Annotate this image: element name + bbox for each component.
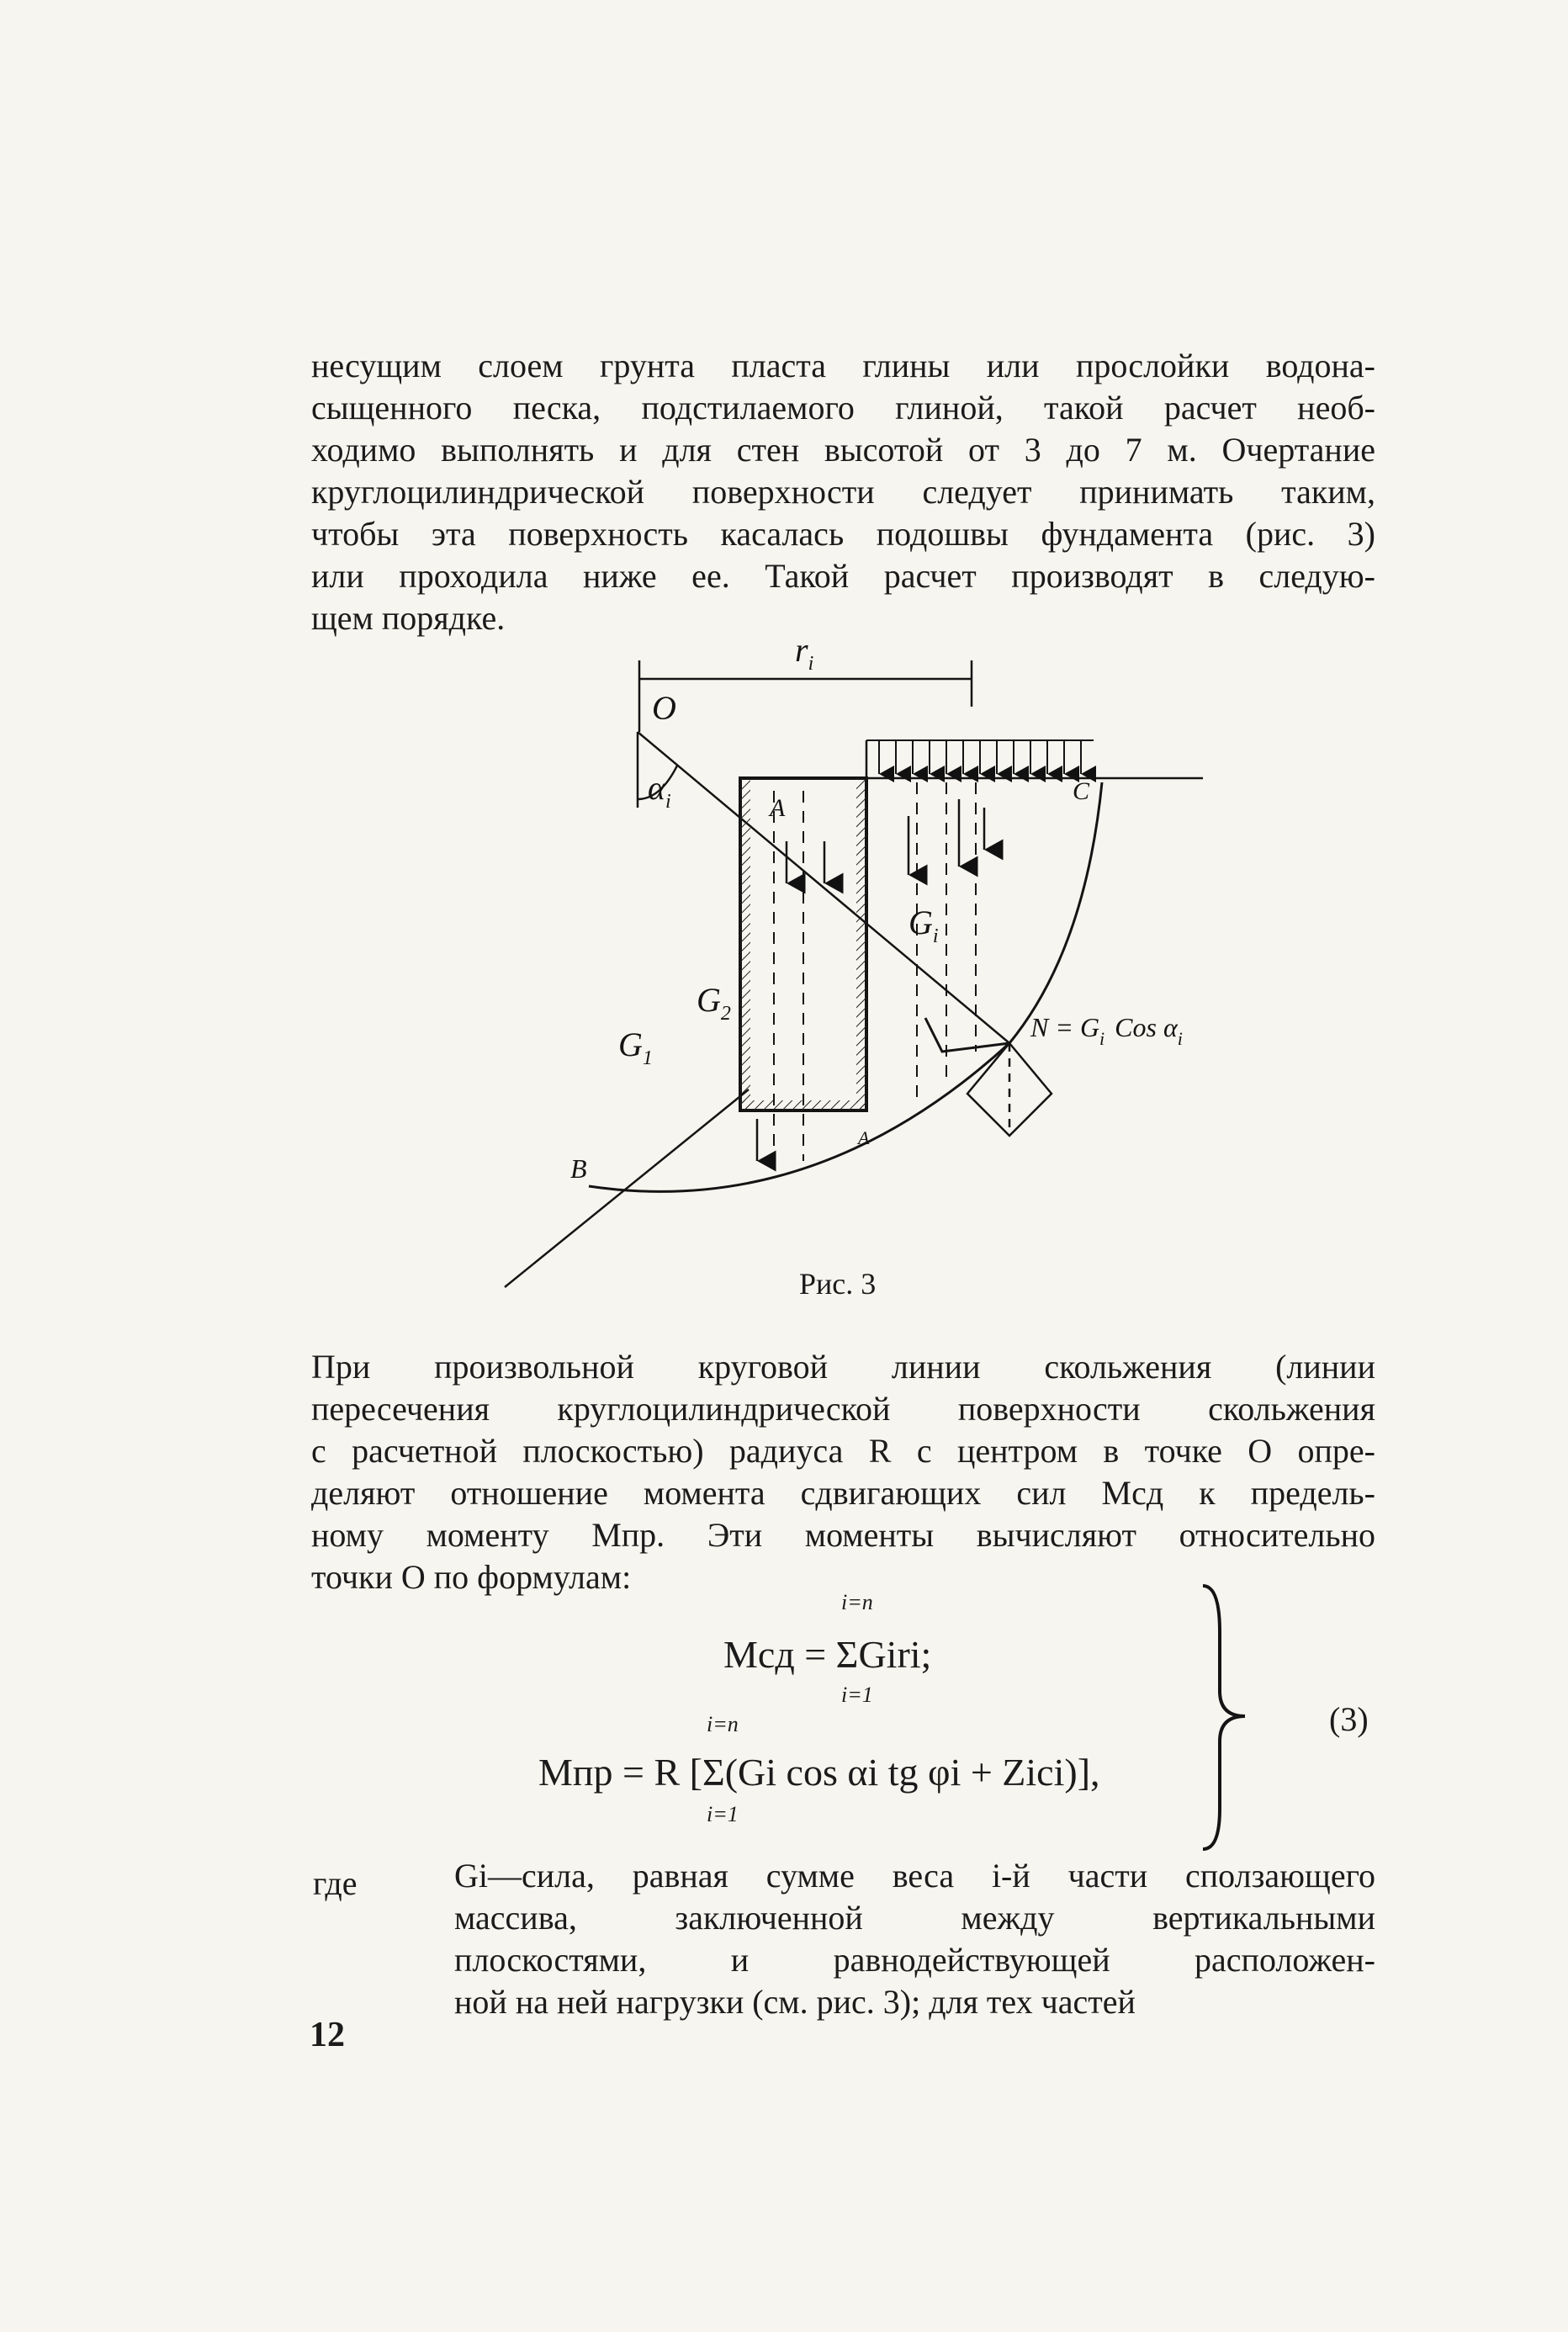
svg-text:G2: $G_2$ (697, 981, 731, 1025)
svg-text:ri: $r_i$ (795, 631, 814, 675)
paragraph-1 (311, 345, 1375, 639)
text-line: плоскостями, и равнодействующей расположен- (454, 1941, 1375, 1979)
svg-text:αi: $\alpha_i$ (648, 769, 671, 813)
formula-m-pr: Mпр = R [Σ(Gi cos αi tg φi + Zici)], (538, 1751, 1100, 1794)
equation-number: (3) (1329, 1700, 1369, 1738)
svg-text:G1: $G_1$ (618, 1026, 653, 1069)
text-line: или проходила ниже ее. Такой расчет производят в следую- (311, 557, 1375, 595)
text-line: ходимо выполнять и для стен высотой от 3 до 7 м. Очертание (311, 431, 1375, 469)
sum-lower-limit: i=1 (841, 1683, 873, 1707)
text-line: ному моменту Mпр. Эти моменты вычисляют относительно (311, 1516, 1375, 1554)
text-line: деляют отношение момента сдвигающих сил Mсд к предель- (311, 1474, 1375, 1512)
svg-text:B: B (570, 1153, 587, 1184)
svg-text:A: A (770, 794, 786, 822)
svg-text:O: O (652, 689, 676, 727)
text-line: с расчетной плоскостью) радиуса R с центром в точке O опре- (311, 1432, 1375, 1470)
definitions (454, 1855, 1375, 2023)
text-line: точки O по формулам: (311, 1558, 632, 1596)
text-line: несущим слоем грунта пласта глины или прослойки водона- (311, 347, 1375, 384)
svg-text:N = GiCos αi: $N = G_i$ Cos $\alpha_i$ (1030, 1012, 1183, 1049)
text-line: чтобы эта поверхность касалась подошвы фундамента (рис. 3) (311, 515, 1375, 553)
figure-caption: Рис. 3 (799, 1267, 877, 1301)
svg-text:Gi: $G_i$ (908, 904, 939, 947)
slip-circle (589, 782, 1102, 1191)
svg-text:A: A (858, 1127, 870, 1148)
text-line: Gi—сила, равная сумме веса i-й части сползающего (454, 1857, 1375, 1895)
page-number: 12 (310, 2016, 345, 2054)
figure-3 (471, 631, 1211, 1321)
where-label: где (313, 1864, 358, 1902)
text-line: пересечения круглоцилиндрической поверхности скольжения (311, 1390, 1375, 1428)
sum-upper-limit: i=n (707, 1712, 739, 1736)
text-line: ной на ней нагрузки (см. рис. 3); для тех частей (454, 1983, 1136, 2021)
formula-brace (1186, 1582, 1262, 1851)
text-line: массива, заключенной между вертикальными (454, 1899, 1375, 1937)
svg-text:C: C (1073, 777, 1090, 805)
formula-m-sd: Mсд = ΣGiri; (723, 1633, 932, 1676)
paragraph-2 (311, 1346, 1375, 1598)
sum-lower-limit: i=1 (707, 1802, 739, 1826)
text-line: щем порядке. (311, 599, 506, 637)
text-line: При произвольной круговой линии скольжения (линии (311, 1348, 1375, 1386)
text-line: сыщенного песка, подстилаемого глиной, такой расчет необ- (311, 389, 1375, 427)
sum-upper-limit: i=n (841, 1590, 873, 1614)
formula-3 (471, 1582, 1396, 1851)
text-line: круглоцилиндрической поверхности следует принимать таким, (311, 473, 1375, 511)
